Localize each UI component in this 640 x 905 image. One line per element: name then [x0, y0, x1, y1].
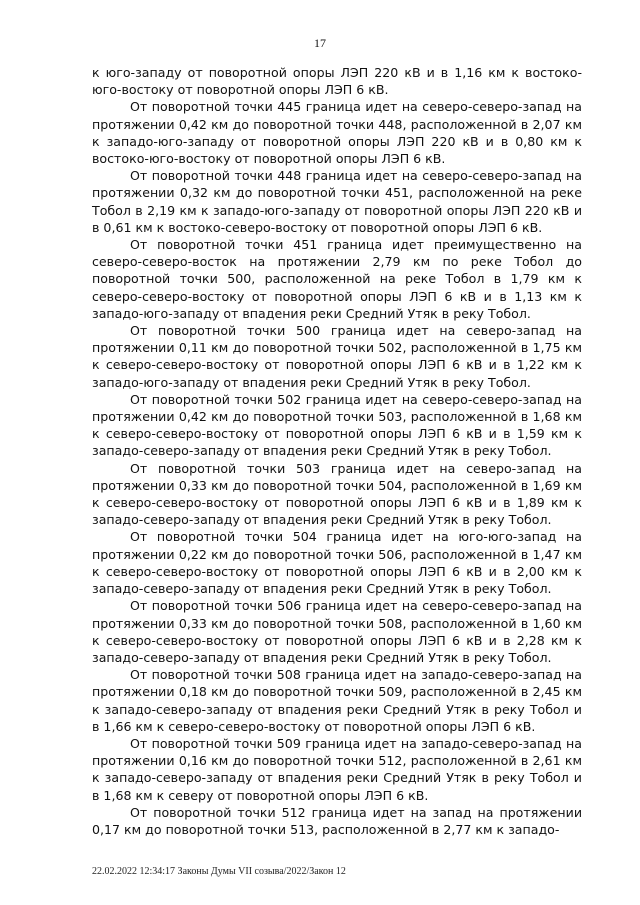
paragraph: к юго-западу от поворотной опоры ЛЭП 220 кВ и в 1,16 км к востоко-юго-востоку от поворотной опоры ЛЭП 6 кВ. — [92, 65, 582, 98]
paragraph: От поворотной точки 509 граница идет на западо-северо-запад на протяжении 0,16 км до поворотной точки 512, расположенной в 2,61 км к западо-северо-западу от впадения реки Средний Утяк в реку Тобол и в 1,68 км к северу от поворотной опоры ЛЭП 6 кВ. — [92, 735, 582, 803]
paragraph: От поворотной точки 506 граница идет на северо-северо-запад на протяжении 0,33 км до поворотной точки 508, расположенной в 1,60 км к северо-северо-востоку от поворотной опоры ЛЭП 6 кВ и в 2,28 км к западо-северо-западу от впадения реки Средний Утяк в реку Тобол. — [92, 598, 582, 665]
paragraph: От поворотной точки 508 граница идет на западо-северо-запад на протяжении 0,18 км до поворотной точки 509, расположенной в 2,45 км к западо-северо-западу от впадения реки Средний Утяк в реку Тобол и в 1,66 км к северо-северо-востоку от поворотной опоры ЛЭП 6 кВ. — [92, 667, 582, 734]
paragraph: От поворотной точки 512 граница идет на запад на протяжении 0,17 км до поворотной точки 513, расположенной в 2,77 км к западо- — [92, 804, 582, 837]
document-body — [92, 64, 582, 838]
paragraph: От поворотной точки 500 граница идет на северо-запад на протяжении 0,11 км до поворотной точки 502, расположенной в 1,75 км к северо-северо-востоку от поворотной опоры ЛЭП 6 кВ и в 1,22 км к западо-юго-западу от впадения реки Средний Утяк в реку Тобол. — [92, 323, 582, 390]
document-footer: 22.02.2022 12:34:17 Законы Думы VII созыва/2022/Закон 12 — [92, 866, 346, 877]
page-number: 17 — [314, 36, 326, 50]
paragraph: От поворотной точки 504 граница идет на юго-юго-запад на протяжении 0,22 км до поворотной точки 506, расположенной в 1,47 км к северо-северо-востоку от поворотной опоры ЛЭП 6 кВ и в 2,00 км к западо-северо-западу от впадения реки Средний Утяк в реку Тобол. — [92, 529, 582, 597]
paragraph: От поворотной точки 502 граница идет на северо-северо-запад на протяжении 0,42 км до поворотной точки 503, расположенной в 1,68 км к северо-северо-востоку от поворотной опоры ЛЭП 6 кВ и в 1,59 км к западо-северо-западу от впадения реки Средний Утяк в реку Тобол. — [92, 391, 582, 459]
paragraph: От поворотной точки 445 граница идет на северо-северо-запад на протяжении 0,42 км до поворотной точки 448, расположенной в 2,07 км к западо-юго-западу от поворотной опоры ЛЭП 220 кВ и в 0,80 км к востоко-юго-востоку от поворотной опоры ЛЭП 6 кВ. — [92, 99, 582, 167]
paragraph: От поворотной точки 448 граница идет на северо-северо-запад на протяжении 0,32 км до поворотной точки 451, расположенной на реке Тобол в 2,19 км к западо-юго-западу от поворотной опоры ЛЭП 220 кВ и в 0,61 км к востоко-северо-востоку от поворотной опоры ЛЭП 6 кВ. — [92, 168, 582, 235]
paragraph: От поворотной точки 451 граница идет преимущественно на северо-северо-восток на протяжении 2,79 км по реке Тобол до поворотной точки 500, расположенной на реке Тобол в 1,79 км к северо-северо-востоку от поворотной опоры ЛЭП 6 кВ и в 1,13 км к западо-юго-западу от впадения реки Средний Утяк в реку Тобол. — [92, 237, 582, 321]
paragraph: От поворотной точки 503 граница идет на северо-запад на протяжении 0,33 км до поворотной точки 504, расположенной в 1,69 км к северо-северо-востоку от поворотной опоры ЛЭП 6 кВ и в 1,89 км к западо-северо-западу от впадения реки Средний Утяк в реку Тобол. — [92, 460, 582, 528]
